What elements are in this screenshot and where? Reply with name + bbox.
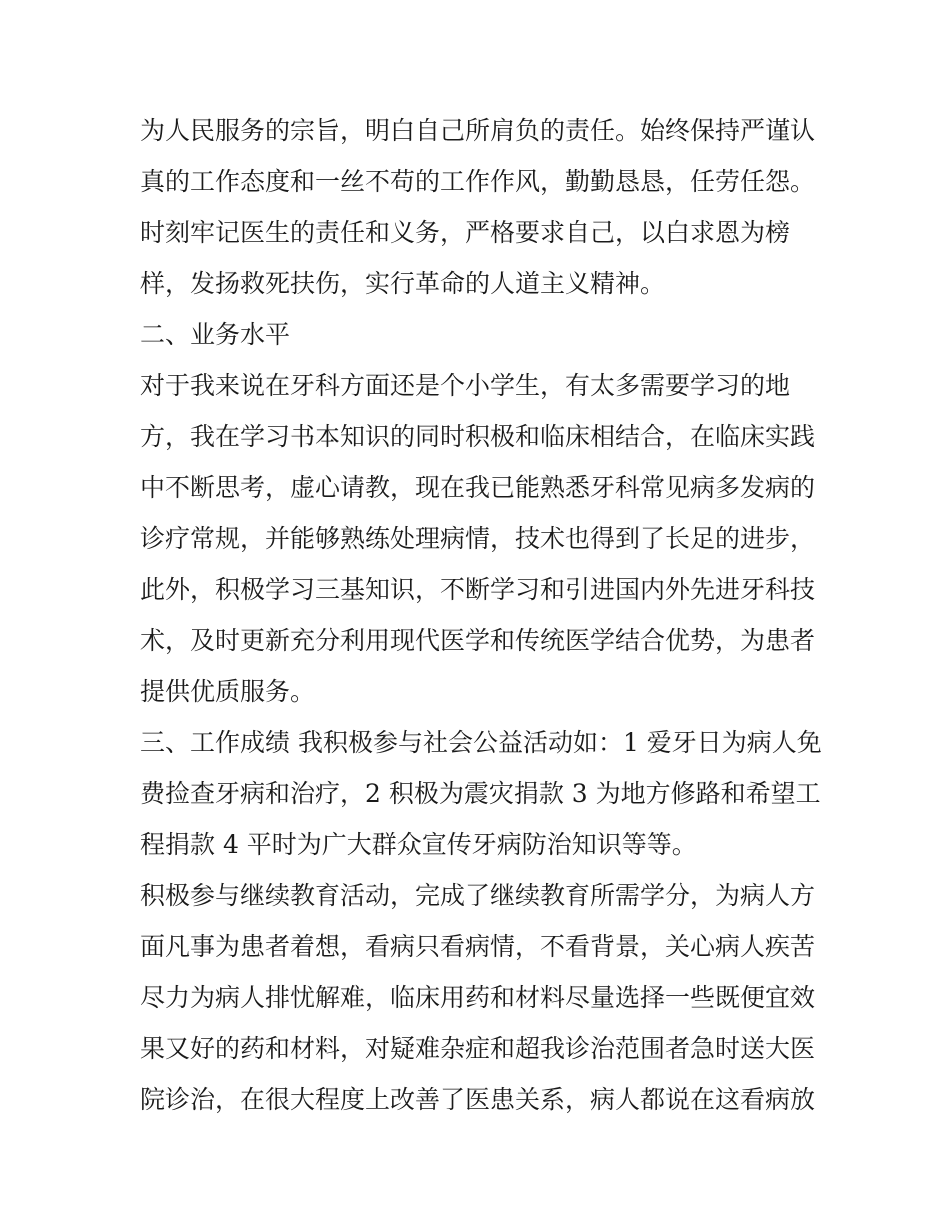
text-line-14: 费捡查牙病和治疗，2 积极为震灾捐款 3 为地方修路和希望工 xyxy=(140,779,821,808)
text-line-15: 程捐款 4 平时为广大群众宣传牙病防治知识等等。 xyxy=(140,830,697,859)
text-line-1: 为人民服务的宗旨，明白自己所肩负的责任。始终保持严谨认 xyxy=(140,116,816,145)
text-line-20: 院诊治，在很大程度上改善了医患关系，病人都说在这看病放 xyxy=(140,1085,816,1114)
text-line-7: 方，我在学习书本知识的同时积极和临床相结合，在临床实践 xyxy=(140,422,816,451)
text-line-11: 术，及时更新充分利用现代医学和传统医学结合优势，为患者 xyxy=(140,626,816,655)
text-line-6: 对于我来说在牙科方面还是个小学生，有太多需要学习的地 xyxy=(140,371,791,400)
text-line-17: 面凡事为患者着想，看病只看病情，不看背景，关心病人疾苦 xyxy=(140,932,816,961)
text-line-19: 果又好的药和材料，对疑难杂症和超我诊治范围者急时送大医 xyxy=(140,1034,816,1063)
text-line-18: 尽力为病人排忧解难，临床用药和材料尽量选择一些既便宜效 xyxy=(140,983,816,1012)
text-line-9: 诊疗常规，并能够熟练处理病情，技术也得到了长足的进步， xyxy=(140,524,816,553)
text-line-12: 提供优质服务。 xyxy=(140,677,316,706)
document-body xyxy=(140,105,820,1125)
text-line-8: 中不断思考，虚心请教，现在我已能熟悉牙科常见病多发病的 xyxy=(140,473,816,502)
text-line-10: 此外，积极学习三基知识，不断学习和引进国内外先进牙科技 xyxy=(140,575,816,604)
section-heading-work-results: 三、工作成绩 我积极参与社会公益活动如：1 爱牙日为病人免 xyxy=(140,728,822,757)
text-line-16: 积极参与继续教育活动，完成了继续教育所需学分，为病人方 xyxy=(140,881,816,910)
text-line-4: 样，发扬救死扶伤，实行革命的人道主义精神。 xyxy=(140,269,666,298)
section-heading-business-level: 二、业务水平 xyxy=(140,320,291,349)
text-line-3: 时刻牢记医生的责任和义务，严格要求自己，以白求恩为榜 xyxy=(140,218,791,247)
text-line-2: 真的工作态度和一丝不苟的工作作风，勤勤恳恳，任劳任怨。 xyxy=(140,167,816,196)
